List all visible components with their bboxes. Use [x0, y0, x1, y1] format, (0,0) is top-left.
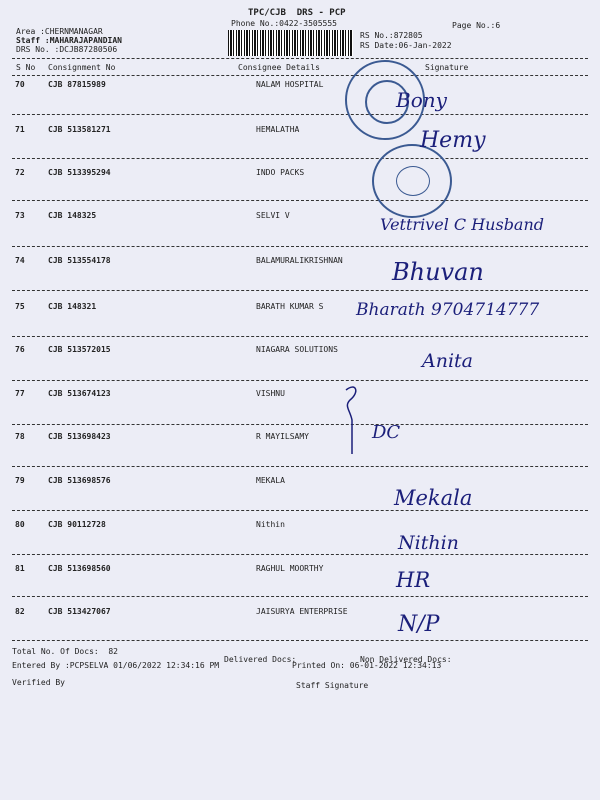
- table-row: [12, 607, 588, 649]
- row-consignee: VISHNU: [256, 389, 285, 398]
- row-sno: 74: [15, 256, 25, 265]
- signature-stroke-77: [338, 380, 368, 460]
- table-row: [12, 432, 588, 474]
- divider: [12, 510, 588, 511]
- signature-row-75: Bharath 9704714777: [356, 300, 540, 320]
- entered-by: Entered By :PCPSELVA 01/06/2022 12:34:16 PM: [12, 661, 220, 670]
- signature-row-70: Bony: [396, 88, 447, 112]
- row-consignee: SELVI V: [256, 211, 290, 220]
- row-consignment: CJB 513698423: [48, 432, 111, 441]
- row-consignee: R MAYILSAMY: [256, 432, 309, 441]
- signature-row-74: Bhuvan: [392, 258, 484, 286]
- row-consignee: HEMALATHA: [256, 125, 300, 134]
- table-row: [12, 125, 588, 167]
- signature-row-76: Anita: [422, 350, 473, 372]
- signature-row-71: Hemy: [420, 128, 486, 153]
- divider: [12, 424, 588, 425]
- row-consignment: CJB 148321: [48, 302, 97, 311]
- delivered-docs: Delivered Docs:: [224, 655, 297, 664]
- row-consignment: CJB 90112728: [48, 520, 106, 529]
- divider: [12, 158, 588, 159]
- row-consignee: BARATH KUMAR S: [256, 302, 324, 311]
- row-consignee: MEKALA: [256, 476, 285, 485]
- row-consignee: Nithin: [256, 520, 285, 529]
- row-sno: 73: [15, 211, 25, 220]
- divider: [12, 596, 588, 597]
- row-sno: 71: [15, 125, 25, 134]
- row-consignment: CJB 513581271: [48, 125, 111, 134]
- signature-row-73: Vettrivel C Husband: [380, 215, 545, 234]
- column-header-sno: S No: [16, 63, 36, 72]
- divider: [12, 380, 588, 381]
- row-consignment: CJB 513427067: [48, 607, 111, 616]
- row-consignee: BALAMURALIKRISHNAN: [256, 256, 343, 265]
- row-consignment: CJB 87815989: [48, 80, 106, 89]
- column-header-consignee: Consignee Details: [238, 63, 320, 72]
- divider: [12, 75, 588, 76]
- row-consignee: INDO PACKS: [256, 168, 305, 177]
- row-sno: 76: [15, 345, 25, 354]
- staff-label: Staff :MAHARAJAPANDIAN: [16, 36, 122, 45]
- staff-signature: Staff Signature: [296, 681, 369, 690]
- rs-date: RS Date:06-Jan-2022: [360, 41, 452, 50]
- table-row: [12, 256, 588, 298]
- row-sno: 75: [15, 302, 25, 311]
- total-docs: Total No. Of Docs: 82: [12, 647, 118, 656]
- signature-row-82: N/P: [398, 612, 440, 637]
- table-row: [12, 520, 588, 562]
- divider: [12, 466, 588, 467]
- divider: [12, 58, 588, 59]
- document-title: TPC/CJB DRS - PCP: [248, 8, 346, 18]
- row-consignment: CJB 513674123: [48, 389, 111, 398]
- row-consignment: CJB 513698576: [48, 476, 111, 485]
- divider: [12, 640, 588, 641]
- row-sno: 79: [15, 476, 25, 485]
- divider: [12, 246, 588, 247]
- signature-row-78: DC: [372, 422, 401, 443]
- divider: [12, 336, 588, 337]
- row-consignment: CJB 513572015: [48, 345, 111, 354]
- row-sno: 82: [15, 607, 25, 616]
- signature-row-79: Mekala: [394, 486, 473, 510]
- divider: [12, 290, 588, 291]
- signature-row-80: Nithin: [398, 532, 459, 554]
- row-consignee: RAGHUL MOORTHY: [256, 564, 324, 573]
- rs-number: RS No.:872805: [360, 31, 423, 40]
- row-sno: 72: [15, 168, 25, 177]
- area-label: Area :CHERNMANAGAR: [16, 27, 103, 36]
- non-delivered-docs: Non Delivered Docs:: [360, 655, 452, 664]
- row-consignment: CJB 513698560: [48, 564, 111, 573]
- table-row: [12, 80, 588, 122]
- signature-row-81: HR: [396, 568, 431, 592]
- divider: [12, 554, 588, 555]
- row-sno: 78: [15, 432, 25, 441]
- row-consignment: CJB 148325: [48, 211, 97, 220]
- barcode: [228, 30, 353, 56]
- page-number: Page No.:6: [452, 21, 501, 30]
- row-sno: 80: [15, 520, 25, 529]
- indo-packs-stamp: [372, 144, 452, 218]
- drs-number: DRS No. :DCJB87280506: [16, 45, 118, 54]
- phone-number: Phone No.:0422-3505555: [231, 19, 337, 28]
- table-row: [12, 476, 588, 518]
- divider: [12, 200, 588, 201]
- table-row: [12, 564, 588, 606]
- row-consignment: CJB 513395294: [48, 168, 111, 177]
- row-consignee: NIAGARA SOLUTIONS: [256, 345, 338, 354]
- row-sno: 81: [15, 564, 25, 573]
- row-consignee: JAISURYA ENTERPRISE: [256, 607, 348, 616]
- printed-on: Printed On: 06-01-2022 12:34:13: [292, 661, 442, 670]
- row-consignment: CJB 513554178: [48, 256, 111, 265]
- divider: [12, 114, 588, 115]
- row-consignee: NALAM HOSPITAL: [256, 80, 324, 89]
- row-sno: 77: [15, 389, 25, 398]
- table-row: [12, 168, 588, 210]
- column-header-consignment: Consignment No: [48, 63, 116, 72]
- verified-by: Verified By: [12, 678, 65, 687]
- column-header-signature: Signature: [425, 63, 469, 72]
- row-sno: 70: [15, 80, 25, 89]
